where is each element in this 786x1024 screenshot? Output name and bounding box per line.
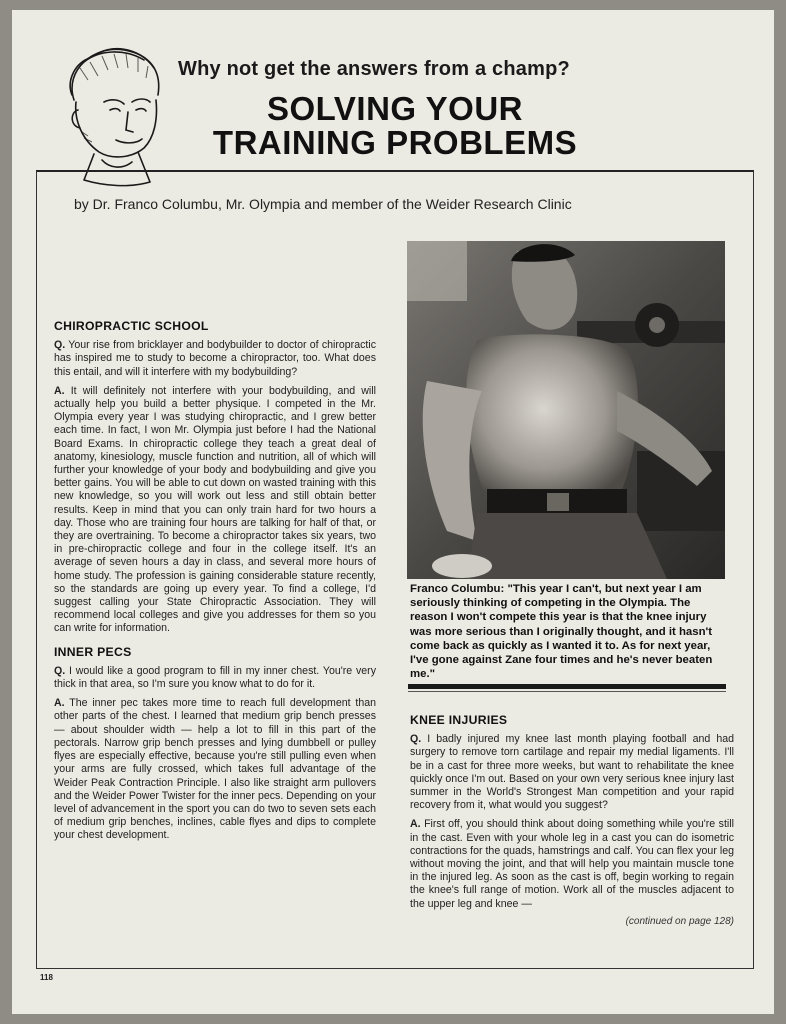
title-line-1: SOLVING YOUR: [267, 90, 523, 127]
answer-label: A.: [54, 384, 65, 397]
question-text: I would like a good program to fill in my inner chest. You're very thick in that area, so I'm sure you know what to do for it.: [54, 664, 376, 691]
right-column: [410, 714, 734, 928]
article-title: [200, 92, 590, 160]
section-heading-knee-injuries: KNEE INJURIES: [410, 713, 508, 727]
section-heading-chiropractic: CHIROPRACTIC SCHOOL: [54, 319, 209, 333]
left-column: [54, 320, 376, 849]
page-number: 118: [40, 973, 53, 982]
caption-rule-thin: [408, 691, 726, 692]
answer-knee: [410, 818, 734, 910]
byline: by Dr. Franco Columbu, Mr. Olympia and member of the Weider Research Clinic: [74, 196, 572, 212]
question-chiropractic: [54, 339, 376, 379]
caption-rule: [408, 684, 726, 689]
answer-text: The inner pec takes more time to reach full development than other parts of the chest. I learned that medium grip bench presses — about shoulder width — help a lot to fill in this part of the pectorals. Narrow grip bench presses and lying dumbbell or pulley flyes are especially effective, because you're still pulling even when your arms are fully crossed, which takes full advantage of the Weider Peak Contraction Principle. I also like straight arm pullovers and the Weider Power Twister for the inner pecs. Depending on your level of advancement in the sport you can do two to seven sets each of medium grip benches, inclines, cable flyes and dips to complete your chest development.: [54, 697, 376, 842]
answer-text: It will definitely not interfere with your bodybuilding, and will actually help you build a better physique. I competed in the Mr. Olympia every year I was studying chiropractic, and I grew better each time. In fact, I won Mr. Olympia just before I had the National Board Exams. In chiropractic college they teach a great deal of anatomy, kinesiology, muscle function and nutrition, all of which will further your knowledge of your body and bodybuilding and give you better gains. You will be able to cut down on wasted training with this new knowledge, so you will work out less and still obtain better results. Keep in mind that you can only train hard for two hours a day. Those who are training four hours are talking for half of that, or they are overtraining. To become a chiropractor takes six years, two in pre-chiropractic college and four in the college itself. It's an average of seven hours a day in class, and several more hours of home study. The profession is gaining considerable stature recently, so the standards are going up every year. To find a college, I'd suggest calling your State Chiropractic Association. They will recommend local colleges and give you addresses for them so you can write for information.: [54, 384, 376, 635]
question-text: Your rise from bricklayer and bodybuilder to doctor of chiropractic has inspired me to study to become a chiropractor, too. What does this entail, and will it interfere with my bodybuilding?: [54, 339, 376, 378]
answer-label: A.: [410, 818, 421, 831]
question-label: Q.: [410, 733, 422, 746]
question-inner-pecs: [54, 665, 376, 691]
section-heading-inner-pecs: INNER PECS: [54, 644, 132, 659]
answer-text: First off, you should think about doing something while you're still in the cast. Even with your whole leg in a cast you can do isometric contractions for the quads, hamstrings and calf. You can flex your leg without moving the joint, and that will help you maintain muscle tone in the injured leg. As soon as the cast is off, begin working to regain the knee's full range of motion. Work all of the muscles adjacent to the upper leg and knee —: [410, 818, 734, 910]
answer-inner-pecs: [54, 697, 376, 842]
franco-columbu-photo: [407, 241, 725, 579]
title-line-2: TRAINING PROBLEMS: [212, 124, 578, 161]
question-label: Q.: [54, 339, 66, 352]
article-kicker: Why not get the answers from a champ?: [178, 58, 570, 80]
question-knee: [410, 733, 734, 812]
photo-caption: Franco Columbu: "This year I can't, but next year I am seriously thinking of competing in the Olympia. The reason I won't compete this year is that the knee injury was more serious than I originally thought, and it hasn't come back as quickly as I wanted it to. As for next year, I've gone against Zane four times and he's never beaten me.": [410, 583, 713, 681]
question-label: Q.: [54, 664, 66, 677]
portrait-sketch-illustration: [54, 40, 174, 190]
continued-note: (continued on page 128): [625, 915, 734, 927]
answer-label: A.: [54, 697, 65, 710]
question-text: I badly injured my knee last month playing football and had surgery to remove torn cartilage and repair my medial ligaments. I'll be in a cast for three more weeks, but want to rehabilitate the knee quickly once I'm out. Based on your own very serious knee injury last summer in the World's Strongest Man competition and your rapid recovery from it, what would you suggest?: [410, 733, 734, 812]
answer-chiropractic: [54, 385, 376, 636]
